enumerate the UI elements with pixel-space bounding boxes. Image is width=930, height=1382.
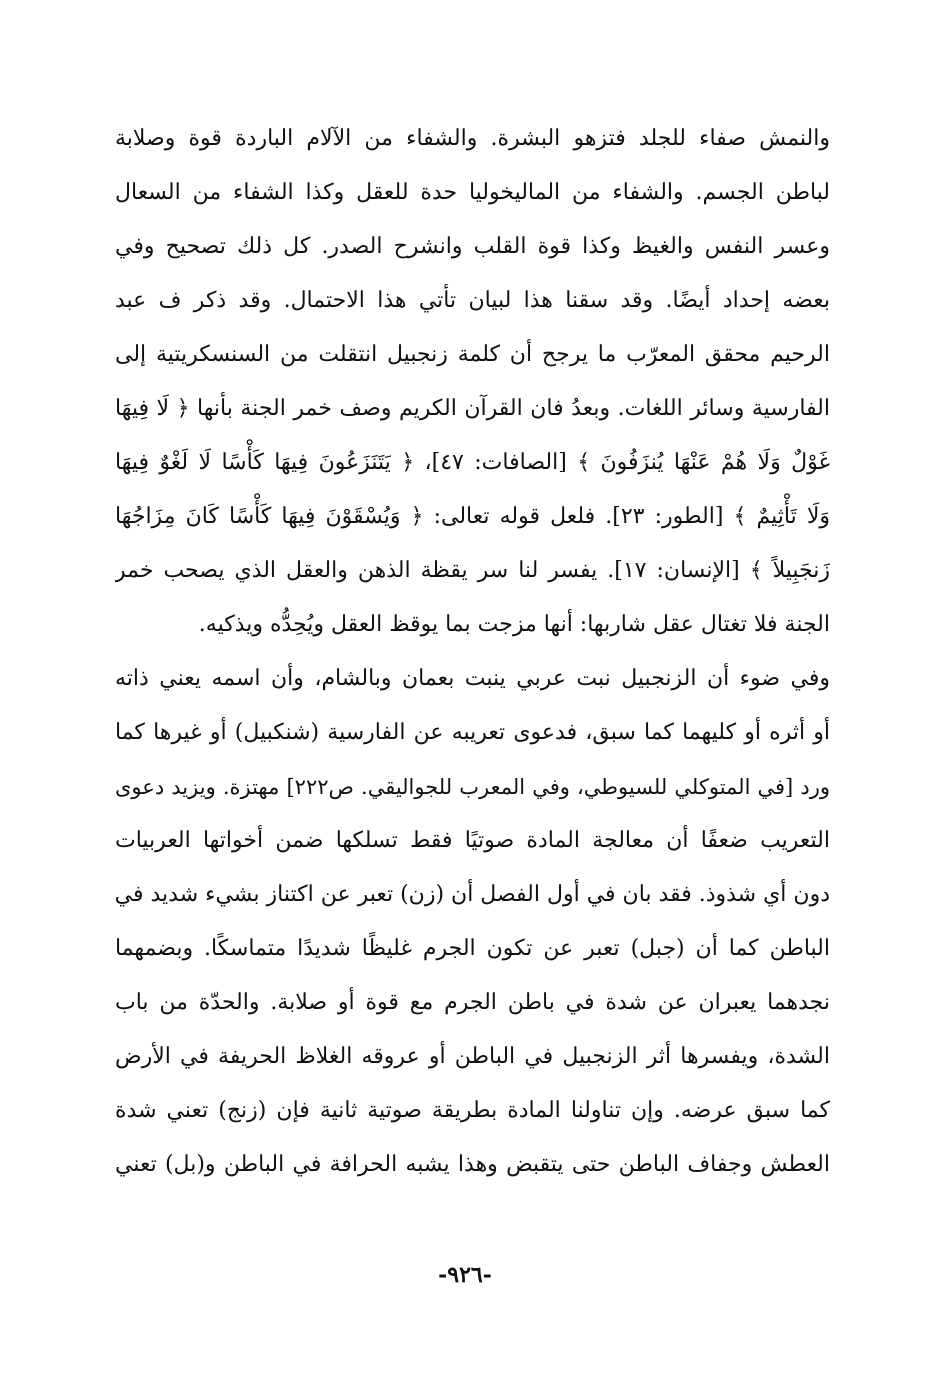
text-line: كما سبق عرضه. وإن تناولنا المادة بطريقة صوتية ثانية فإن (زنج) تعني شدة bbox=[115, 1098, 830, 1123]
text-line: بعضه إحداد أيضًا. وقد سقنا هذا لبيان تأتي هذا الاحتمال. وقد ذكر ف عبد bbox=[115, 288, 830, 313]
text-line: وفي ضوء أن الزنجبيل نبت عربي ينبت بعمان وبالشام، وأن اسمه يعني ذاته bbox=[115, 666, 830, 691]
text-line: التعريب ضعفًا أن معالجة المادة صوتيًا فقط تسلكها ضمن أخواتها العربيات bbox=[115, 828, 830, 853]
body-text bbox=[115, 112, 830, 1192]
text-line: الباطن كما أن (جبل) تعبر عن تكون الجرم غليظًا شديدًا متماسكًا. وبضمهما bbox=[115, 936, 830, 961]
text-line: الفارسية وسائر اللغات. وبعدُ فان القرآن الكريم وصف خمر الجنة بأنها ﴿ لَا فِيهَا bbox=[115, 396, 830, 421]
text-line: ورد [في المتوكلي للسيوطي، وفي المعرب للجواليقي. ص٢٢٢] مهتزة. ويزيد دعوى bbox=[115, 775, 830, 799]
paragraph-1 bbox=[115, 112, 830, 652]
text-line: غَوْلٌ وَلَا هُمْ عَنْهَا يُنزَفُونَ ﴾ [الصافات: ٤٧]، ﴿ يَتَنَزَعُونَ فِيهَا كَأْسًا لَا لَغْوٌ فِيهَا bbox=[115, 450, 830, 475]
text-line: وَلَا تَأْثِيمٌ ﴾ [الطور: ٢٣]. فلعل قوله تعالى: ﴿ وَيُسْقَوْنَ فِيهَا كَأْسًا كَانَ مِزَاجُهَا bbox=[115, 504, 830, 529]
text-line: نجدهما يعبران عن شدة في باطن الجرم مع قوة أو صلابة. والحدّة من باب bbox=[115, 990, 830, 1015]
text-line: وعسر النفس والغيظ وكذا قوة القلب وانشرح الصدر. كل ذلك تصحيح وفي bbox=[115, 234, 830, 259]
text-line: العطش وجفاف الباطن حتى يتقبض وهذا يشبه الحرافة في الباطن و(بل) تعني bbox=[115, 1152, 830, 1177]
page-number: -٩٢٦- bbox=[438, 1262, 492, 1288]
text-line: لباطن الجسم. والشفاء من الماليخوليا حدة للعقل وكذا الشفاء من السعال bbox=[115, 180, 830, 205]
text-line: أو أثره أو كليهما كما سبق، فدعوى تعريبه عن الفارسية (شنكبيل) أو غيرها كما bbox=[115, 720, 830, 745]
text-line: الرحيم محقق المعرّب ما يرجح أن كلمة زنجبيل انتقلت من السنسكريتية إلى bbox=[115, 342, 830, 367]
text-line: الشدة، ويفسرها أثر الزنجبيل في الباطن أو عروقه الغلاظ الحريفة في الأرض bbox=[115, 1044, 830, 1069]
text-line: زَنجَبِيلاً ﴾ [الإنسان: ١٧]. يفسر لنا سر يقظة الذهن والعقل الذي يصحب خمر bbox=[115, 558, 830, 583]
paragraph-2 bbox=[115, 652, 830, 1192]
text-line: دون أي شذوذ. فقد بان في أول الفصل أن (زن) تعبر عن اكتناز بشيء شديد في bbox=[115, 882, 830, 907]
text-line: الجنة فلا تغتال عقل شاربها: أنها مزجت بما يوقظ العقل ويُحِدُّه ويذكيه. bbox=[198, 612, 830, 637]
text-line: والنمش صفاء للجلد فتزهو البشرة. والشفاء من الآلام الباردة قوة وصلابة bbox=[115, 126, 830, 151]
